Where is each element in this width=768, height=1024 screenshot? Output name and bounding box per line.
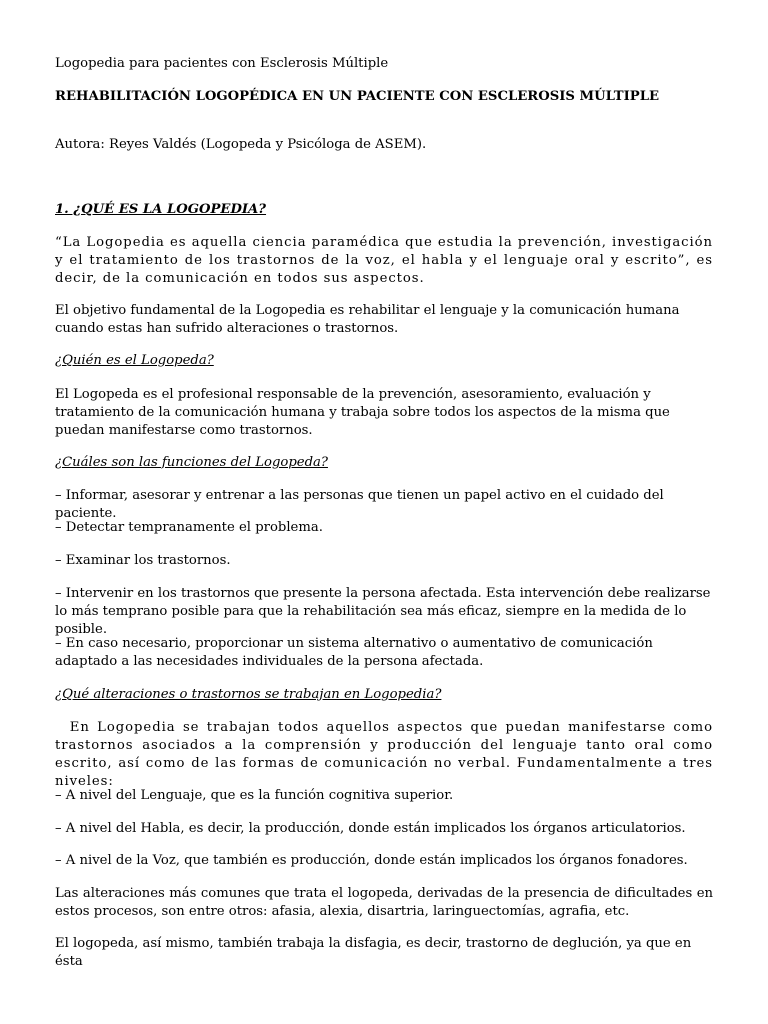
function-item: – En caso necesario, proporcionar un sistema alternativo o aumentativo de comunicación adaptado a las necesidades individuales de la persona afectada. bbox=[55, 636, 653, 669]
main-title: REHABILITACIÓN LOGOPÉDICA EN UN PACIENTE CON ESCLEROSIS MÚLTIPLE bbox=[55, 89, 660, 104]
level-item: – A nivel del Habla, es decir, la producción, donde están implicados los órganos articulatorios. bbox=[55, 821, 686, 836]
subheading-alterations: ¿Qué alteraciones o trastornos se trabajan en Logopedia? bbox=[55, 687, 442, 702]
function-item: – Examinar los trastornos. bbox=[55, 553, 231, 568]
section-1-heading: 1. ¿QUÉ ES LA LOGOPEDIA? bbox=[55, 202, 267, 217]
dysphagia-paragraph: El logopeda, así mismo, también trabaja la disfagia, es decir, trastorno de deglución, ya que en ésta bbox=[55, 936, 692, 969]
level-item: – A nivel del Lenguaje, que es la función cognitiva superior. bbox=[55, 788, 454, 803]
subheading-functions: ¿Cuáles son las funciones del Logopeda? bbox=[55, 455, 328, 470]
alterations-paragraph: En Logopedia se trabajan todos aquellos aspectos que puedan manifestarse como trastornos asociados a la comprensión y producción del lenguaje tanto oral como escrito, así como de las formas de comunicación no verbal. Fundamentalmente a tres niveles: bbox=[55, 720, 719, 789]
common-alterations-paragraph: Las alteraciones más comunes que trata el logopeda, derivadas de la presencia de dificultades en estos procesos, son entre otros: afasia, alexia, disartria, laringuectomías, agrafia, etc. bbox=[55, 886, 713, 919]
objective-paragraph: El objetivo fundamental de la Logopedia es rehabilitar el lenguaje y la comunicación humana cuando estas han sufrido alteraciones o trastornos. bbox=[55, 303, 680, 336]
level-item: – A nivel de la Voz, que también es producción, donde están implicados los órganos fonadores. bbox=[55, 853, 688, 868]
function-item: – Detectar tempranamente el problema. bbox=[55, 520, 323, 535]
document-title-line: Logopedia para pacientes con Esclerosis Múltiple bbox=[55, 56, 389, 71]
definition-paragraph: “La Logopedia es aquella ciencia paramédica que estudia la prevención, investigación y el tratamiento de los trastornos de la voz, el habla y el lenguaje oral y escrito”, es decir, de la comunicación en todos sus aspectos. bbox=[55, 235, 713, 286]
subheading-who: ¿Quién es el Logopeda? bbox=[55, 353, 214, 368]
function-item: – Informar, asesorar y entrenar a las personas que tienen un papel activo en el cuidado del paciente. bbox=[55, 488, 664, 521]
function-item: – Intervenir en los trastornos que presente la persona afectada. Esta intervención debe realizarse lo más temprano posible para que la rehabilitación sea más eficaz, siempre en la medida de lo posible. bbox=[55, 586, 711, 637]
author-line: Autora: Reyes Valdés (Logopeda y Psicóloga de ASEM). bbox=[55, 137, 427, 152]
who-paragraph: El Logopeda es el profesional responsable de la prevención, asesoramiento, evaluación y tratamiento de la comunicación humana y trabaja sobre todos los aspectos de la misma que puedan manifestarse como trastornos. bbox=[55, 387, 670, 438]
